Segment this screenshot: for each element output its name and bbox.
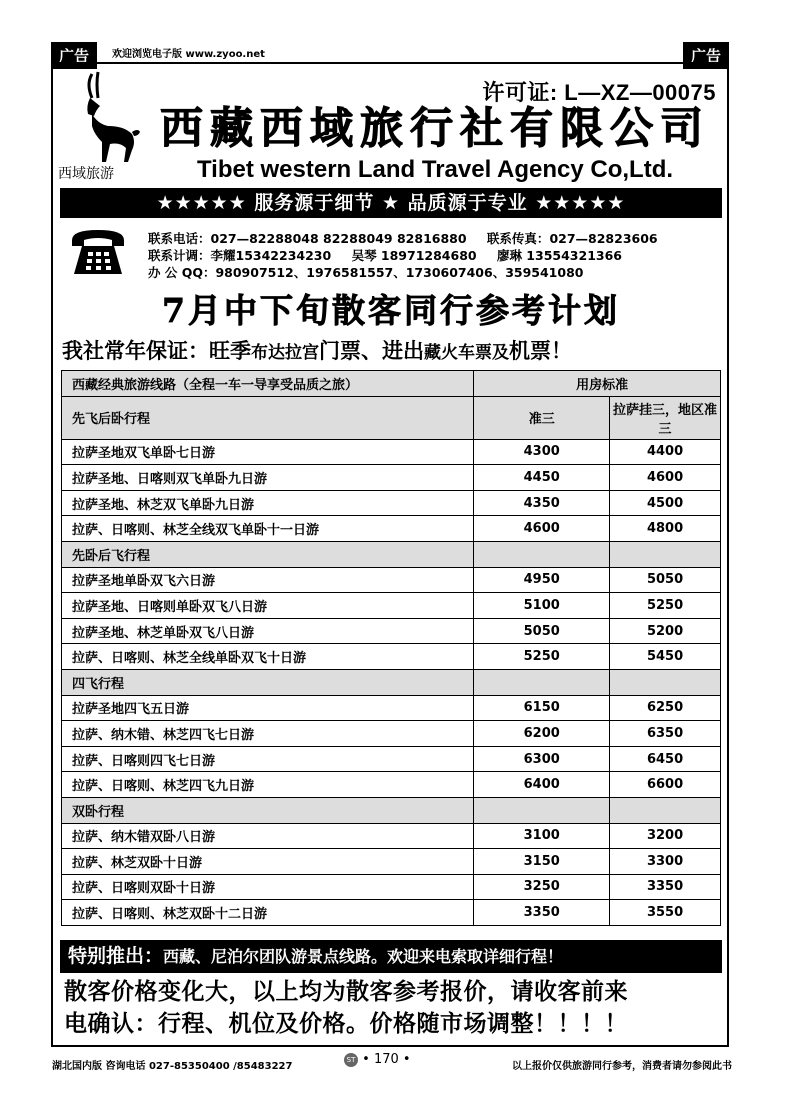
price-standard: 3250 bbox=[474, 874, 610, 900]
contact-line-qq bbox=[148, 264, 658, 281]
fax-label: 联系传真： bbox=[486, 231, 550, 246]
price-lhasa: 6600 bbox=[610, 772, 721, 798]
table-row bbox=[62, 490, 721, 516]
guarantee-d: 门票、 bbox=[319, 339, 382, 363]
guarantee-line bbox=[62, 335, 724, 365]
price-lhasa: 5200 bbox=[610, 618, 721, 644]
price-standard: 6150 bbox=[474, 695, 610, 721]
section-row bbox=[62, 797, 721, 823]
route-name: 拉萨圣地双飞单卧七日游 bbox=[62, 439, 474, 465]
price-lhasa: 5050 bbox=[610, 567, 721, 593]
table-row bbox=[62, 695, 721, 721]
price-standard: 6300 bbox=[474, 746, 610, 772]
price-standard: 5050 bbox=[474, 618, 610, 644]
guarantee-b: 旺季 bbox=[209, 339, 251, 363]
route-name: 拉萨、日喀则、林芝双卧十二日游 bbox=[62, 900, 474, 926]
route-price-table bbox=[61, 370, 721, 926]
price-lhasa: 4600 bbox=[610, 465, 721, 491]
slogan-banner: ★★★★★ 服务源于细节 ★ 品质源于专业 ★★★★★ bbox=[60, 188, 722, 218]
fax-value: 027—82823606 bbox=[549, 231, 658, 246]
route-name: 拉萨、日喀则、林芝全线双飞单卧十一日游 bbox=[62, 516, 474, 542]
price-standard: 4300 bbox=[474, 439, 610, 465]
guarantee-f: 藏火车票 bbox=[424, 343, 492, 363]
price-lhasa: 4400 bbox=[610, 439, 721, 465]
route-name: 拉萨、纳木错、林芝四飞七日游 bbox=[62, 721, 474, 747]
contact-info bbox=[148, 230, 658, 281]
price-notice bbox=[64, 976, 719, 1040]
table-row bbox=[62, 465, 721, 491]
qq-label: 办 公 QQ： bbox=[148, 265, 216, 280]
section-label: 双卧行程 bbox=[62, 797, 474, 823]
route-name: 拉萨圣地四飞五日游 bbox=[62, 695, 474, 721]
contact-line-phone bbox=[148, 230, 658, 247]
price-lhasa: 6350 bbox=[610, 721, 721, 747]
welcome-url: 欢迎浏览电子版 www.zyoo.net bbox=[112, 49, 265, 60]
price-standard: 3150 bbox=[474, 849, 610, 875]
page-number-text: • 170 • bbox=[362, 1052, 411, 1067]
table-row bbox=[62, 567, 721, 593]
header-room-standard: 用房标准 bbox=[474, 371, 721, 397]
table-row bbox=[62, 772, 721, 798]
price-standard: 4350 bbox=[474, 490, 610, 516]
table-row bbox=[62, 823, 721, 849]
price-standard: 4600 bbox=[474, 516, 610, 542]
section-empty-cell bbox=[474, 797, 610, 823]
price-lhasa: 6450 bbox=[610, 746, 721, 772]
section-row bbox=[62, 541, 721, 567]
price-lhasa: 3300 bbox=[610, 849, 721, 875]
guarantee-g: 及 bbox=[492, 343, 509, 363]
ad-tag-left: 广告 bbox=[51, 42, 97, 69]
planner-2: 吴琴 18971284680 bbox=[351, 248, 477, 263]
price-standard: 6400 bbox=[474, 772, 610, 798]
route-name: 拉萨、纳木错双卧八日游 bbox=[62, 823, 474, 849]
route-name: 拉萨圣地、林芝单卧双飞八日游 bbox=[62, 618, 474, 644]
footer-left: 湖北国内版 咨询电话 027-85350400 /85483227 bbox=[52, 1061, 293, 1072]
table-row bbox=[62, 593, 721, 619]
price-standard: 5100 bbox=[474, 593, 610, 619]
planner-1: 李耀15342234230 bbox=[210, 248, 332, 263]
notice-line-2: 电确认：行程、机位及价格。价格随市场调整！！！！ bbox=[64, 1010, 628, 1037]
route-name: 拉萨、日喀则、林芝全线单卧双飞十日游 bbox=[62, 644, 474, 670]
price-standard: 4450 bbox=[474, 465, 610, 491]
price-lhasa: 3200 bbox=[610, 823, 721, 849]
guarantee-h: 机票 bbox=[509, 339, 551, 363]
table-row bbox=[62, 644, 721, 670]
section-empty-cell bbox=[610, 797, 721, 823]
price-standard: 5250 bbox=[474, 644, 610, 670]
table-row bbox=[62, 721, 721, 747]
price-lhasa: 3350 bbox=[610, 874, 721, 900]
price-standard: 3350 bbox=[474, 900, 610, 926]
phone-value: 027—82288048 82288049 82816880 bbox=[210, 231, 467, 246]
antelope-logo-icon bbox=[62, 70, 142, 165]
table-row bbox=[62, 439, 721, 465]
price-standard: 3100 bbox=[474, 823, 610, 849]
special-banner bbox=[60, 940, 722, 973]
section-empty-cell bbox=[474, 669, 610, 695]
footer-right: 以上报价仅供旅游同行参考，消费者请勿参阅此书 bbox=[512, 1061, 732, 1072]
special-label: 特别推出： bbox=[68, 945, 164, 967]
price-lhasa: 5450 bbox=[610, 644, 721, 670]
contact-line-planners bbox=[148, 247, 658, 264]
page-number bbox=[344, 1052, 411, 1067]
header-routes: 西藏经典旅游线路（全程一车一导享受品质之旅） bbox=[62, 371, 474, 397]
table-header-row bbox=[62, 371, 721, 397]
route-name: 拉萨圣地、日喀则双飞单卧九日游 bbox=[62, 465, 474, 491]
guarantee-i: ！ bbox=[551, 339, 572, 363]
company-name-en: Tibet western Land Travel Agency Co,Ltd. bbox=[196, 156, 674, 183]
guarantee-e: 进出 bbox=[382, 339, 424, 363]
route-name: 拉萨圣地单卧双飞六日游 bbox=[62, 567, 474, 593]
section-row bbox=[62, 396, 721, 439]
col-lhasa-three: 拉萨挂三，地区准三 bbox=[610, 396, 721, 439]
ad-tag-right: 广告 bbox=[683, 42, 729, 69]
route-name: 拉萨圣地、林芝双飞单卧九日游 bbox=[62, 490, 474, 516]
price-standard: 4950 bbox=[474, 567, 610, 593]
qq-value: 980907512、1976581557、1730607406、359541080 bbox=[215, 265, 584, 280]
route-name: 拉萨、日喀则四飞七日游 bbox=[62, 746, 474, 772]
section-label: 先卧后飞行程 bbox=[62, 541, 474, 567]
guarantee-a: 我社常年保证： bbox=[62, 339, 209, 363]
phone-label: 联系电话： bbox=[148, 231, 211, 246]
price-lhasa: 5250 bbox=[610, 593, 721, 619]
price-lhasa: 3550 bbox=[610, 900, 721, 926]
planner-3: 廖琳 13554321366 bbox=[496, 248, 622, 263]
table-row bbox=[62, 618, 721, 644]
section-label: 先飞后卧行程 bbox=[62, 396, 474, 439]
price-standard: 6200 bbox=[474, 721, 610, 747]
table-row bbox=[62, 746, 721, 772]
col-standard-three: 准三 bbox=[474, 396, 610, 439]
price-lhasa: 6250 bbox=[610, 695, 721, 721]
section-empty-cell bbox=[610, 669, 721, 695]
section-label: 四飞行程 bbox=[62, 669, 474, 695]
table-row bbox=[62, 900, 721, 926]
price-lhasa: 4500 bbox=[610, 490, 721, 516]
planner-label: 联系计调： bbox=[148, 248, 211, 263]
publisher-icon: ST bbox=[344, 1053, 358, 1067]
route-name: 拉萨、日喀则双卧十日游 bbox=[62, 874, 474, 900]
table-row bbox=[62, 874, 721, 900]
guarantee-c: 布达拉宫 bbox=[251, 343, 319, 363]
section-row bbox=[62, 669, 721, 695]
company-name-cn: 西藏西域旅行社有限公司 bbox=[160, 104, 710, 154]
logo-text: 西域旅游 bbox=[58, 166, 114, 182]
license-number: 许可证: L—XZ—00075 bbox=[482, 80, 716, 105]
section-empty-cell bbox=[474, 541, 610, 567]
telephone-icon bbox=[68, 226, 128, 278]
route-name: 拉萨、日喀则、林芝四飞九日游 bbox=[62, 772, 474, 798]
notice-line-1: 散客价格变化大，以上均为散客参考报价，请收客前来 bbox=[64, 978, 628, 1005]
price-lhasa: 4800 bbox=[610, 516, 721, 542]
table-row bbox=[62, 849, 721, 875]
table-row bbox=[62, 516, 721, 542]
route-name: 拉萨、林芝双卧十日游 bbox=[62, 849, 474, 875]
section-empty-cell bbox=[610, 541, 721, 567]
plan-title: 7月中下旬散客同行参考计划 bbox=[162, 291, 620, 330]
route-name: 拉萨圣地、日喀则单卧双飞八日游 bbox=[62, 593, 474, 619]
special-text: 西藏、尼泊尔团队游景点线路。欢迎来电索取详细行程！ bbox=[163, 947, 564, 966]
